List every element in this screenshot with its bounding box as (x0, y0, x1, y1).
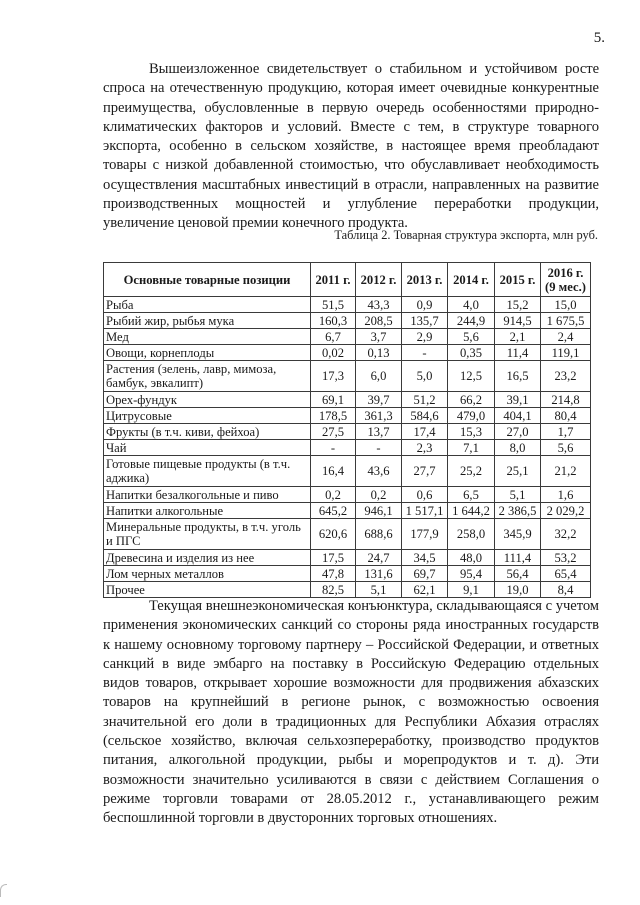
value-cell: 1,6 (541, 487, 591, 503)
value-cell: 6,0 (356, 361, 402, 392)
scan-artifact (0, 884, 7, 897)
value-cell: - (356, 440, 402, 456)
value-cell: 345,9 (495, 519, 541, 550)
header-cell: 2011 г. (311, 263, 356, 297)
value-cell: 8,4 (541, 582, 591, 598)
value-cell: 82,5 (311, 582, 356, 598)
value-cell: 95,4 (448, 566, 495, 582)
product-name-cell: Лом черных металлов (104, 566, 311, 582)
value-cell: 65,4 (541, 566, 591, 582)
value-cell: 914,5 (495, 313, 541, 329)
header-cell: Основные товарные позиции (104, 263, 311, 297)
product-name-cell: Напитки безалкогольные и пиво (104, 487, 311, 503)
value-cell: 0,13 (356, 345, 402, 361)
value-cell: - (402, 345, 448, 361)
value-cell: 6,7 (311, 329, 356, 345)
value-cell: 11,4 (495, 345, 541, 361)
product-name-cell: Орех-фундук (104, 392, 311, 408)
value-cell: 119,1 (541, 345, 591, 361)
value-cell: 3,7 (356, 329, 402, 345)
value-cell: 17,3 (311, 361, 356, 392)
value-cell: 2,1 (495, 329, 541, 345)
table-row (104, 408, 591, 424)
export-structure-table (103, 262, 591, 598)
product-name-cell: Готовые пищевые продукты (в т.ч. аджика) (104, 456, 311, 487)
value-cell: 27,5 (311, 424, 356, 440)
value-cell: 56,4 (495, 566, 541, 582)
value-cell: 24,7 (356, 550, 402, 566)
table-header-row (104, 263, 591, 297)
header-cell: 2012 г. (356, 263, 402, 297)
value-cell: 16,4 (311, 456, 356, 487)
value-cell: 5,6 (448, 329, 495, 345)
table-row (104, 392, 591, 408)
product-name-cell: Фрукты (в т.ч. киви, фейхоа) (104, 424, 311, 440)
value-cell: 25,2 (448, 456, 495, 487)
value-cell: 53,2 (541, 550, 591, 566)
value-cell: 2 386,5 (495, 503, 541, 519)
value-cell: 66,2 (448, 392, 495, 408)
value-cell: 43,6 (356, 456, 402, 487)
product-name-cell: Растения (зелень, лавр, мимоза, бамбук, эвкалипт) (104, 361, 311, 392)
value-cell: 15,2 (495, 297, 541, 313)
product-name-cell: Напитки алкогольные (104, 503, 311, 519)
value-cell: 1,7 (541, 424, 591, 440)
value-cell: 17,5 (311, 550, 356, 566)
table-row (104, 440, 591, 456)
value-cell: 69,7 (402, 566, 448, 582)
value-cell: 39,7 (356, 392, 402, 408)
value-cell: 62,1 (402, 582, 448, 598)
table-row (104, 329, 591, 345)
product-name-cell: Чай (104, 440, 311, 456)
value-cell: 1 675,5 (541, 313, 591, 329)
value-cell: 0,9 (402, 297, 448, 313)
value-cell: 0,6 (402, 487, 448, 503)
table-row (104, 456, 591, 487)
product-name-cell: Овощи, корнеплоды (104, 345, 311, 361)
value-cell: 13,7 (356, 424, 402, 440)
value-cell: 5,6 (541, 440, 591, 456)
page-number: 5. (593, 30, 605, 46)
value-cell: 34,5 (402, 550, 448, 566)
value-cell: 2,4 (541, 329, 591, 345)
table-row (104, 345, 591, 361)
value-cell: 479,0 (448, 408, 495, 424)
value-cell: 177,9 (402, 519, 448, 550)
product-name-cell: Минеральные продукты, в т.ч. уголь и ПГС (104, 519, 311, 550)
value-cell: 5,0 (402, 361, 448, 392)
value-cell: 244,9 (448, 313, 495, 329)
value-cell: 208,5 (356, 313, 402, 329)
value-cell: 9,1 (448, 582, 495, 598)
paragraph-conjuncture: Текущая внешнеэкономическая конъюнктура, складывающаяся с учетом применения экономических санкций со стороны ряда иностранных государств к нашему основному торговому партнеру – Российской Федерации, и ответных санкций в виде эмбарго на поставку в Российскую Федерацию отдельных видов товаров, открывает хорошие возможности для продвижения абхазских товаров на крупнейший в регионе рынок, с возможностью освоения значительной его доли в традиционных для Республики Абхазия отраслях (сельское хозяйство, включая сельхозпереработку, производство продуктов питания, алкогольной продукции, рыбы и морепродуктов и т. д). Эти возможности значительно усиливаются в связи с действием Соглашения о режиме торговли товарами от 28.05.2012 г., устанавливающего режим беспошлинной торговли в двусторонних торговых отношениях. (103, 598, 599, 827)
value-cell: 584,6 (402, 408, 448, 424)
value-cell: 0,2 (356, 487, 402, 503)
paragraph-intro: Вышеизложенное свидетельствует о стабильном и устойчивом росте спроса на отечественную продукцию, которая имеет очевидные конкурентные преимущества, обусловленные в первую очередь особенностями природно-климатических факторов и условий. Вместе с тем, в структуре товарного экспорта, особенно в сельском хозяйстве, в настоящее время преобладают товары с низкой добавленной стоимостью, что обуславливает необходимость осуществления масштабных инвестиций в отрасли, направленных на развитие производственных мощностей и углубление переработки продукции, увеличение ценовой премии конечного продукта. (103, 61, 599, 232)
header-cell: 2016 г. (9 мес.) (541, 263, 591, 297)
value-cell: 47,8 (311, 566, 356, 582)
value-cell: 6,5 (448, 487, 495, 503)
value-cell: 5,1 (356, 582, 402, 598)
table-row (104, 519, 591, 550)
value-cell: 2,9 (402, 329, 448, 345)
value-cell: 51,5 (311, 297, 356, 313)
table-row (104, 487, 591, 503)
value-cell: 19,0 (495, 582, 541, 598)
value-cell: 15,3 (448, 424, 495, 440)
value-cell: 0,35 (448, 345, 495, 361)
value-cell: 8,0 (495, 440, 541, 456)
value-cell: 7,1 (448, 440, 495, 456)
header-cell: 2014 г. (448, 263, 495, 297)
value-cell: 48,0 (448, 550, 495, 566)
value-cell: 620,6 (311, 519, 356, 550)
value-cell: 4,0 (448, 297, 495, 313)
value-cell: 946,1 (356, 503, 402, 519)
value-cell: 111,4 (495, 550, 541, 566)
value-cell: 404,1 (495, 408, 541, 424)
header-cell: 2013 г. (402, 263, 448, 297)
value-cell: 688,6 (356, 519, 402, 550)
value-cell: 43,3 (356, 297, 402, 313)
value-cell: 80,4 (541, 408, 591, 424)
table-row (104, 566, 591, 582)
table-row (104, 550, 591, 566)
table-row (104, 582, 591, 598)
value-cell: 2 029,2 (541, 503, 591, 519)
table-row (104, 297, 591, 313)
value-cell: 160,3 (311, 313, 356, 329)
value-cell: 131,6 (356, 566, 402, 582)
value-cell: 69,1 (311, 392, 356, 408)
product-name-cell: Древесина и изделия из нее (104, 550, 311, 566)
value-cell: 32,2 (541, 519, 591, 550)
table-row (104, 424, 591, 440)
value-cell: 51,2 (402, 392, 448, 408)
value-cell: 135,7 (402, 313, 448, 329)
value-cell: 258,0 (448, 519, 495, 550)
value-cell: - (311, 440, 356, 456)
value-cell: 178,5 (311, 408, 356, 424)
value-cell: 25,1 (495, 456, 541, 487)
value-cell: 0,2 (311, 487, 356, 503)
header-cell: 2015 г. (495, 263, 541, 297)
value-cell: 1 517,1 (402, 503, 448, 519)
value-cell: 16,5 (495, 361, 541, 392)
value-cell: 12,5 (448, 361, 495, 392)
product-name-cell: Цитрусовые (104, 408, 311, 424)
value-cell: 2,3 (402, 440, 448, 456)
value-cell: 23,2 (541, 361, 591, 392)
value-cell: 0,02 (311, 345, 356, 361)
product-name-cell: Мед (104, 329, 311, 345)
product-name-cell: Рыба (104, 297, 311, 313)
table-caption: Таблица 2. Товарная структура экспорта, млн руб. (334, 228, 598, 242)
value-cell: 39,1 (495, 392, 541, 408)
value-cell: 27,7 (402, 456, 448, 487)
value-cell: 17,4 (402, 424, 448, 440)
value-cell: 21,2 (541, 456, 591, 487)
value-cell: 1 644,2 (448, 503, 495, 519)
value-cell: 15,0 (541, 297, 591, 313)
product-name-cell: Рыбий жир, рыбья мука (104, 313, 311, 329)
value-cell: 214,8 (541, 392, 591, 408)
table-row (104, 503, 591, 519)
value-cell: 5,1 (495, 487, 541, 503)
value-cell: 361,3 (356, 408, 402, 424)
value-cell: 27,0 (495, 424, 541, 440)
table-row (104, 361, 591, 392)
value-cell: 645,2 (311, 503, 356, 519)
product-name-cell: Прочее (104, 582, 311, 598)
table-row (104, 313, 591, 329)
